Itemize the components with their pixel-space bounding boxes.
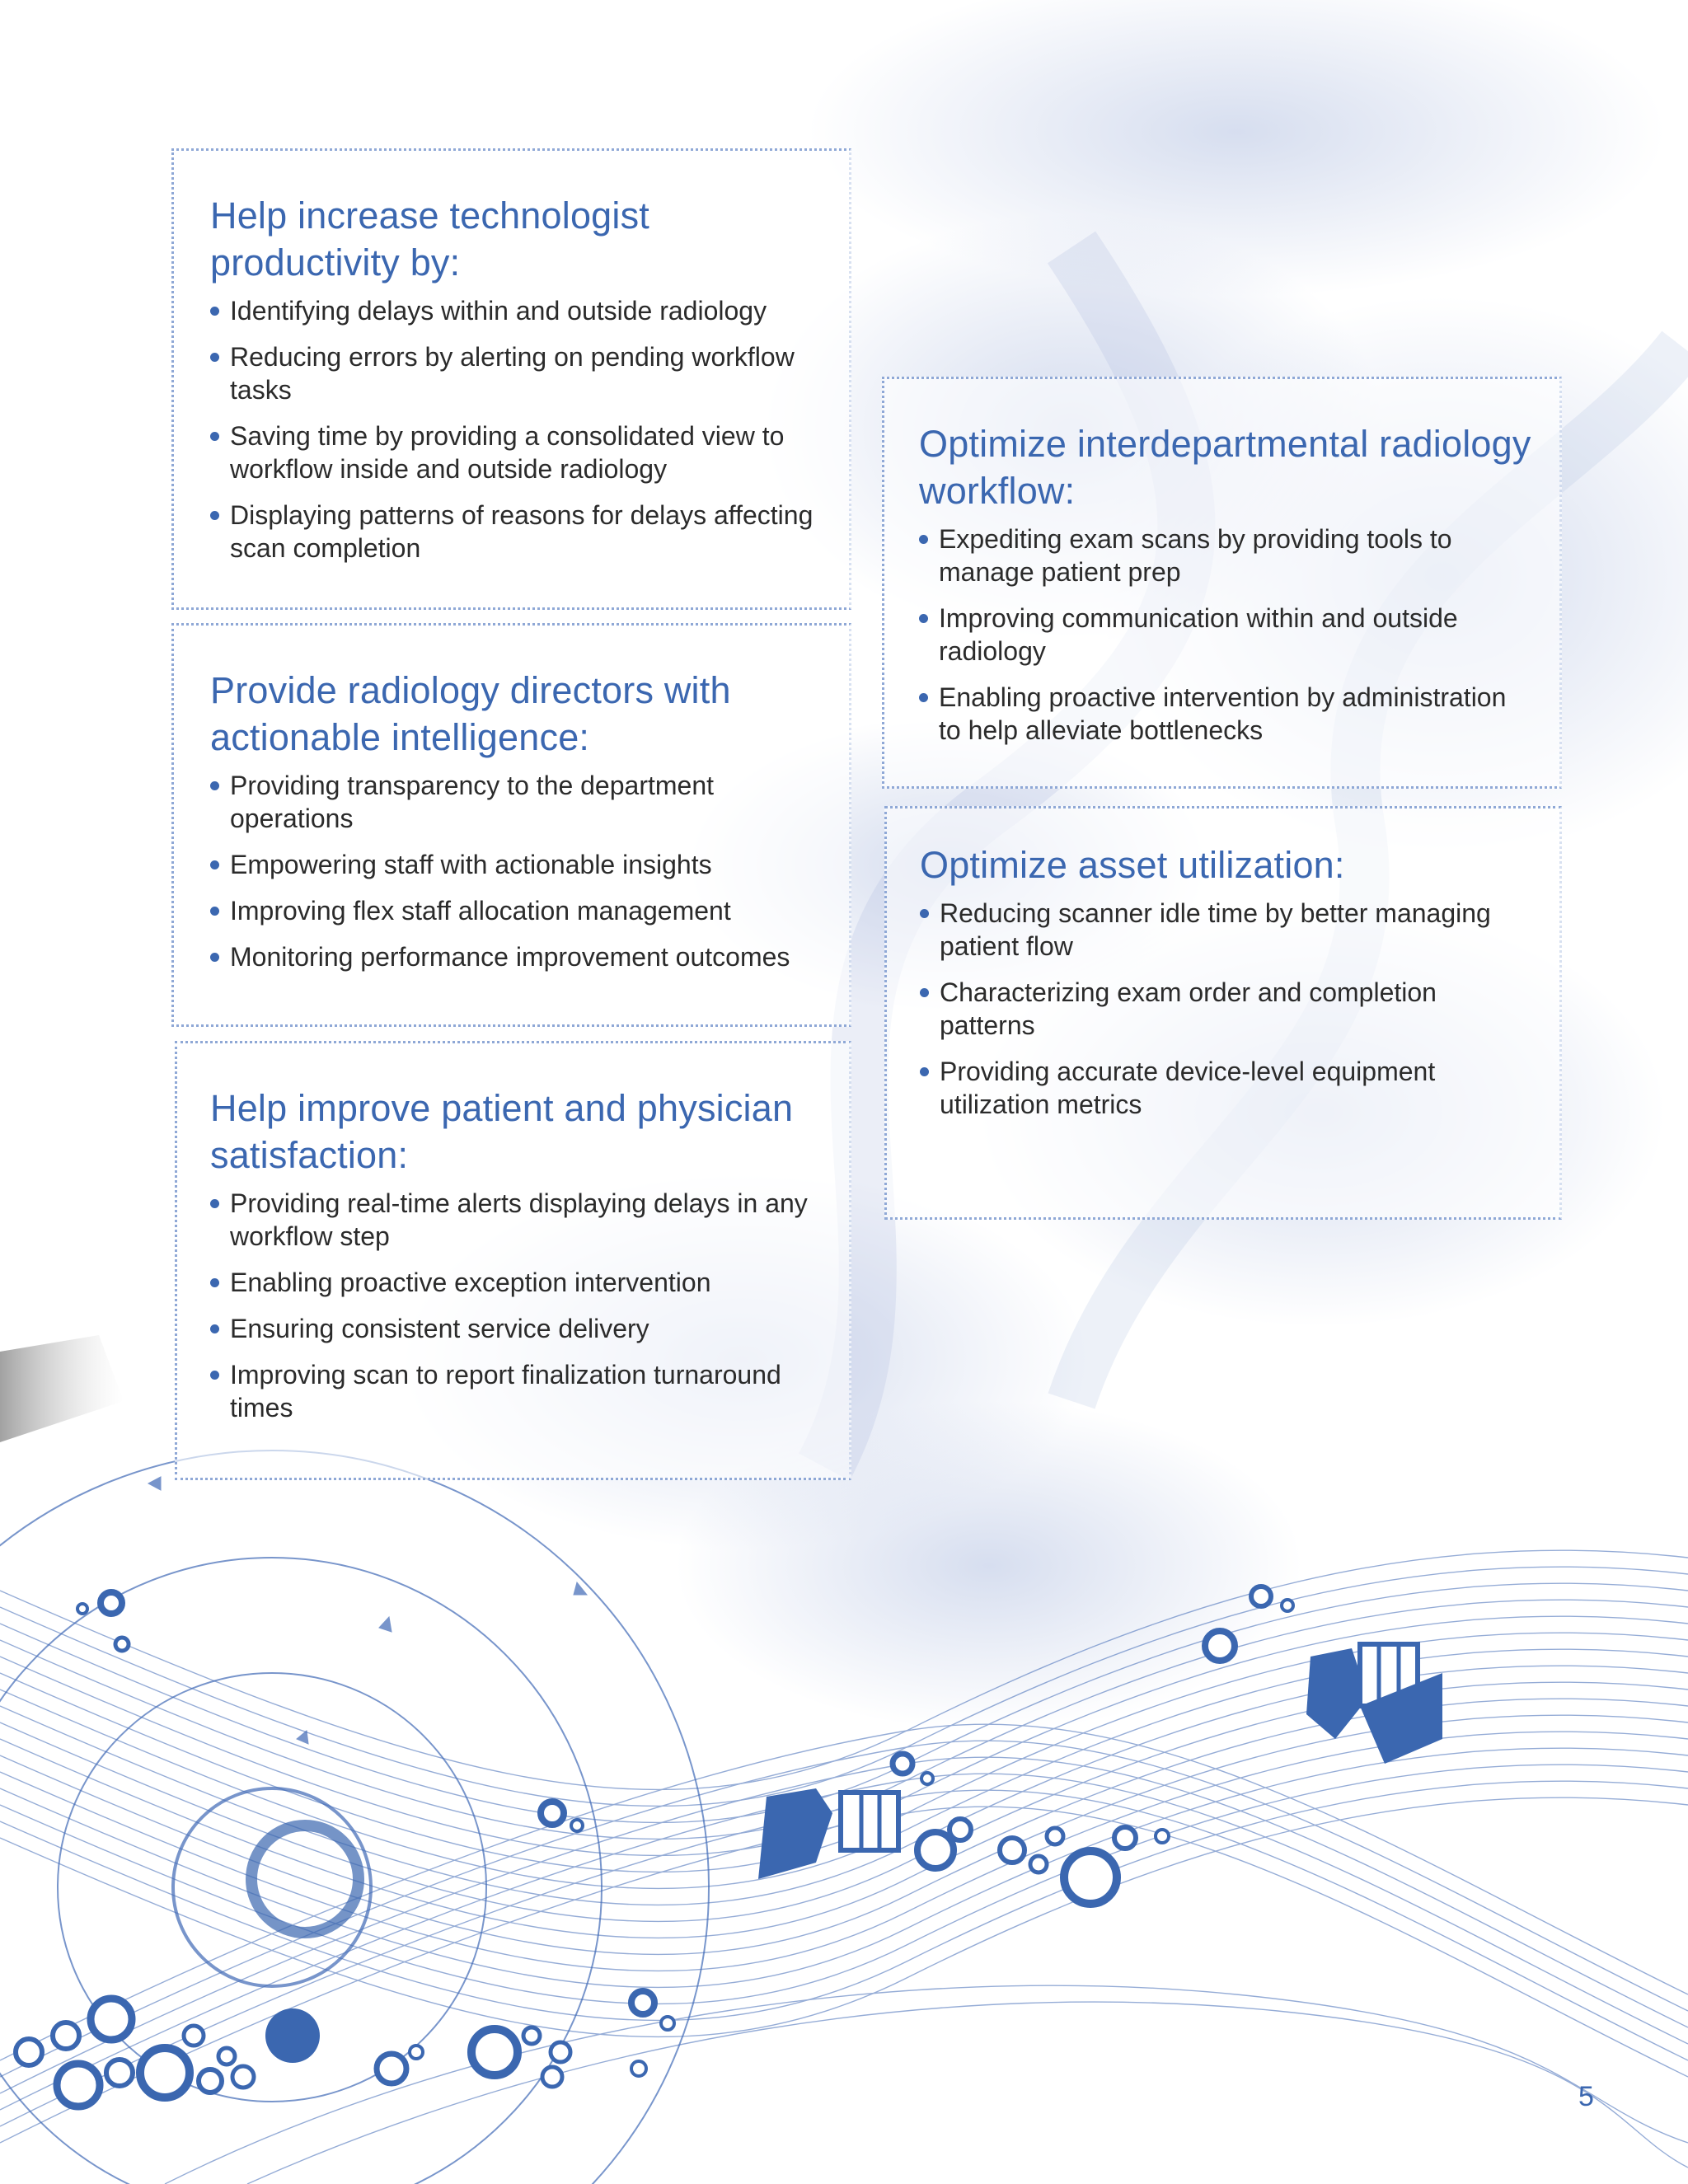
list-item: Reducing scanner idle time by better managing patient flow bbox=[920, 897, 1535, 963]
list-item: Expediting exam scans by providing tools to manage patient prep bbox=[919, 523, 1535, 588]
list-item: Enabling proactive intervention by administration to help alleviate bottlenecks bbox=[919, 681, 1535, 747]
satisfaction-heading: Help improve patient and physician satisfaction: bbox=[210, 1087, 794, 1176]
directors-list bbox=[210, 769, 824, 973]
list-item: Improving flex staff allocation management bbox=[210, 894, 824, 927]
list-item: Ensuring consistent service delivery bbox=[210, 1312, 824, 1345]
list-item: Providing transparency to the department operations bbox=[210, 769, 824, 835]
productivity-section bbox=[171, 148, 851, 610]
satisfaction-list bbox=[210, 1187, 824, 1424]
list-item: Improving scan to report finalization turnaround times bbox=[210, 1358, 824, 1424]
list-item: Monitoring performance improvement outcomes bbox=[210, 940, 824, 973]
list-item: Reducing errors by alerting on pending workflow tasks bbox=[210, 340, 824, 406]
interdepartmental-list bbox=[919, 523, 1535, 747]
interdepartmental-heading: Optimize interdepartmental radiology workflow: bbox=[919, 423, 1531, 512]
directors-section bbox=[171, 623, 851, 1027]
productivity-list bbox=[210, 294, 824, 565]
list-item: Providing real-time alerts displaying delays in any workflow step bbox=[210, 1187, 824, 1253]
list-item: Providing accurate device-level equipment utilization metrics bbox=[920, 1055, 1535, 1121]
assets-list bbox=[920, 897, 1535, 1121]
interdepartmental-section bbox=[882, 377, 1562, 789]
list-item: Improving communication within and outside radiology bbox=[919, 602, 1535, 668]
assets-section bbox=[884, 806, 1562, 1220]
grey-swoosh bbox=[0, 1335, 124, 1442]
list-item: Saving time by providing a consolidated view to workflow inside and outside radiology bbox=[210, 419, 824, 485]
page-number: 5 bbox=[1578, 2081, 1594, 2112]
assets-heading: Optimize asset utilization: bbox=[920, 844, 1345, 886]
satisfaction-section bbox=[175, 1041, 851, 1480]
directors-heading: Provide radiology directors with actionable intelligence: bbox=[210, 669, 731, 758]
list-item: Empowering staff with actionable insights bbox=[210, 848, 824, 881]
productivity-heading: Help increase technologist productivity by: bbox=[210, 194, 650, 284]
list-item: Displaying patterns of reasons for delays affecting scan completion bbox=[210, 499, 824, 565]
list-item: Characterizing exam order and completion patterns bbox=[920, 976, 1535, 1042]
list-item: Identifying delays within and outside radiology bbox=[210, 294, 824, 327]
list-item: Enabling proactive exception intervention bbox=[210, 1266, 824, 1299]
